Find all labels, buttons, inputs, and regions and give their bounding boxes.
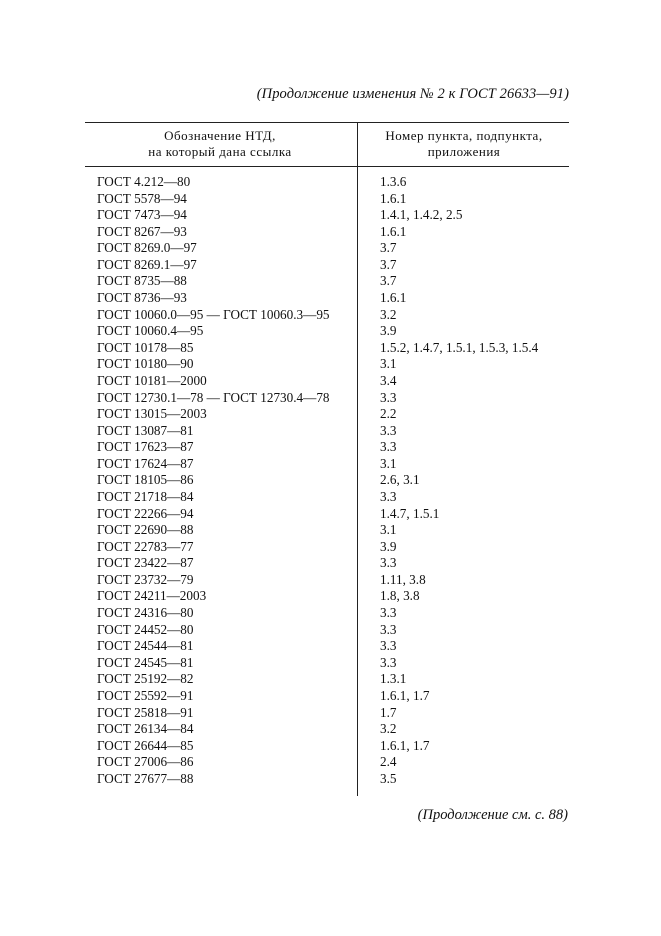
table-row [0,257,661,274]
table-row [0,472,661,489]
table-row [0,489,661,506]
clause-number: 1.6.1 [380,290,407,306]
document-reference: ГОСТ 23422—87 [97,555,194,571]
document-reference: ГОСТ 12730.1—78 — ГОСТ 12730.4—78 [97,389,330,405]
table-row [0,622,661,639]
table-row [0,771,661,788]
document-reference: ГОСТ 25192—82 [97,671,194,687]
document-reference: ГОСТ 24545—81 [97,654,194,670]
clause-number: 3.1 [380,522,397,538]
table-row [0,406,661,423]
table-row [0,323,661,340]
document-reference: ГОСТ 10060.4—95 [97,323,204,339]
table-row [0,174,661,191]
table-row [0,638,661,655]
clause-number: 1.5.2, 1.4.7, 1.5.1, 1.5.3, 1.5.4 [380,339,539,355]
clause-number: 1.6.1, 1.7 [380,687,430,703]
table-row [0,555,661,572]
clause-number: 1.4.1, 1.4.2, 2.5 [380,207,463,223]
table-row [0,423,661,440]
document-reference: ГОСТ 24316—80 [97,605,194,621]
table-row [0,605,661,622]
document-reference: ГОСТ 22266—94 [97,505,194,521]
table-row [0,373,661,390]
document-reference: ГОСТ 8736—93 [97,290,187,306]
clause-number: 3.7 [380,256,397,272]
table-top-rule [85,122,569,123]
document-reference: ГОСТ 8267—93 [97,223,187,239]
clause-number: 2.6, 3.1 [380,472,420,488]
clause-number: 3.9 [380,323,397,339]
table-row [0,356,661,373]
document-reference: ГОСТ 25592—91 [97,687,194,703]
clause-number: 3.3 [380,605,397,621]
document-reference: ГОСТ 17624—87 [97,455,194,471]
document-reference: ГОСТ 27677—88 [97,770,194,786]
table-row [0,456,661,473]
table-row [0,754,661,771]
column-header-clause: Номер пункта, подпункта, приложения [385,128,543,159]
table-row [0,390,661,407]
document-reference: ГОСТ 27006—86 [97,754,194,770]
table-row [0,506,661,523]
clause-number: 3.3 [380,488,397,504]
reference-table-body [0,174,661,787]
table-row [0,439,661,456]
table-row [0,721,661,738]
document-reference: ГОСТ 25818—91 [97,704,194,720]
table-row [0,522,661,539]
clause-number: 3.3 [380,555,397,571]
table-row [0,539,661,556]
clause-number: 3.2 [380,721,397,737]
clause-number: 3.7 [380,273,397,289]
clause-number: 1.3.1 [380,671,407,687]
table-row [0,655,661,672]
clause-number: 1.6.1 [380,190,407,206]
table-row [0,240,661,257]
clause-number: 3.3 [380,621,397,637]
clause-number: 3.3 [380,389,397,405]
clause-number: 3.7 [380,240,397,256]
document-reference: ГОСТ 24544—81 [97,638,194,654]
table-row [0,224,661,241]
clause-number: 2.4 [380,754,397,770]
document-reference: ГОСТ 23732—79 [97,571,194,587]
table-row [0,340,661,357]
table-row [0,290,661,307]
clause-number: 1.3.6 [380,174,407,189]
clause-number: 1.6.1 [380,223,407,239]
clause-number: 3.3 [380,422,397,438]
document-reference: ГОСТ 24211—2003 [97,588,207,604]
document-reference: ГОСТ 18105—86 [97,472,194,488]
document-reference: ГОСТ 17623—87 [97,439,194,455]
document-reference: ГОСТ 21718—84 [97,488,194,504]
clause-number: 1.8, 3.8 [380,588,420,604]
table-row [0,207,661,224]
table-header-rule [85,166,569,167]
document-reference: ГОСТ 4.212—80 [97,174,191,189]
table-row [0,572,661,589]
clause-number: 3.3 [380,638,397,654]
clause-number: 3.2 [380,306,397,322]
continuation-footer: (Продолжение см. с. 88) [417,807,568,823]
document-reference: ГОСТ 13087—81 [97,422,194,438]
document-reference: ГОСТ 10060.0—95 — ГОСТ 10060.3—95 [97,306,330,322]
table-row [0,705,661,722]
document-reference: ГОСТ 13015—2003 [97,406,207,422]
document-reference: ГОСТ 22690—88 [97,522,194,538]
clause-number: 1.11, 3.8 [380,571,426,587]
clause-number: 2.2 [380,406,397,422]
clause-number: 1.6.1, 1.7 [380,737,430,753]
document-reference: ГОСТ 8269.0—97 [97,240,197,256]
clause-number: 1.4.7, 1.5.1 [380,505,440,521]
table-row [0,273,661,290]
clause-number: 1.7 [380,704,397,720]
table-row [0,738,661,755]
continuation-header: (Продолжение изменения № 2 к ГОСТ 26633—91) [256,86,569,102]
document-reference: ГОСТ 10178—85 [97,339,194,355]
table-row [0,688,661,705]
table-row [0,191,661,208]
document-reference: ГОСТ 10180—90 [97,356,194,372]
document-reference: ГОСТ 5578—94 [97,190,187,206]
document-reference: ГОСТ 7473—94 [97,207,187,223]
document-reference: ГОСТ 26134—84 [97,721,194,737]
clause-number: 3.1 [380,356,397,372]
document-reference: ГОСТ 8269.1—97 [97,256,197,272]
clause-number: 3.3 [380,439,397,455]
document-reference: ГОСТ 24452—80 [97,621,194,637]
clause-number: 3.3 [380,654,397,670]
table-row [0,671,661,688]
document-reference: ГОСТ 22783—77 [97,538,194,554]
column-header-document: Обозначение НТД, на который дана ссылка [148,128,292,159]
clause-number: 3.9 [380,538,397,554]
document-reference: ГОСТ 8735—88 [97,273,187,289]
clause-number: 3.5 [380,770,397,786]
document-reference: ГОСТ 26644—85 [97,737,194,753]
document-reference: ГОСТ 10181—2000 [97,372,207,388]
clause-number: 3.4 [380,372,397,388]
clause-number: 3.1 [380,455,397,471]
table-row [0,588,661,605]
table-row [0,307,661,324]
